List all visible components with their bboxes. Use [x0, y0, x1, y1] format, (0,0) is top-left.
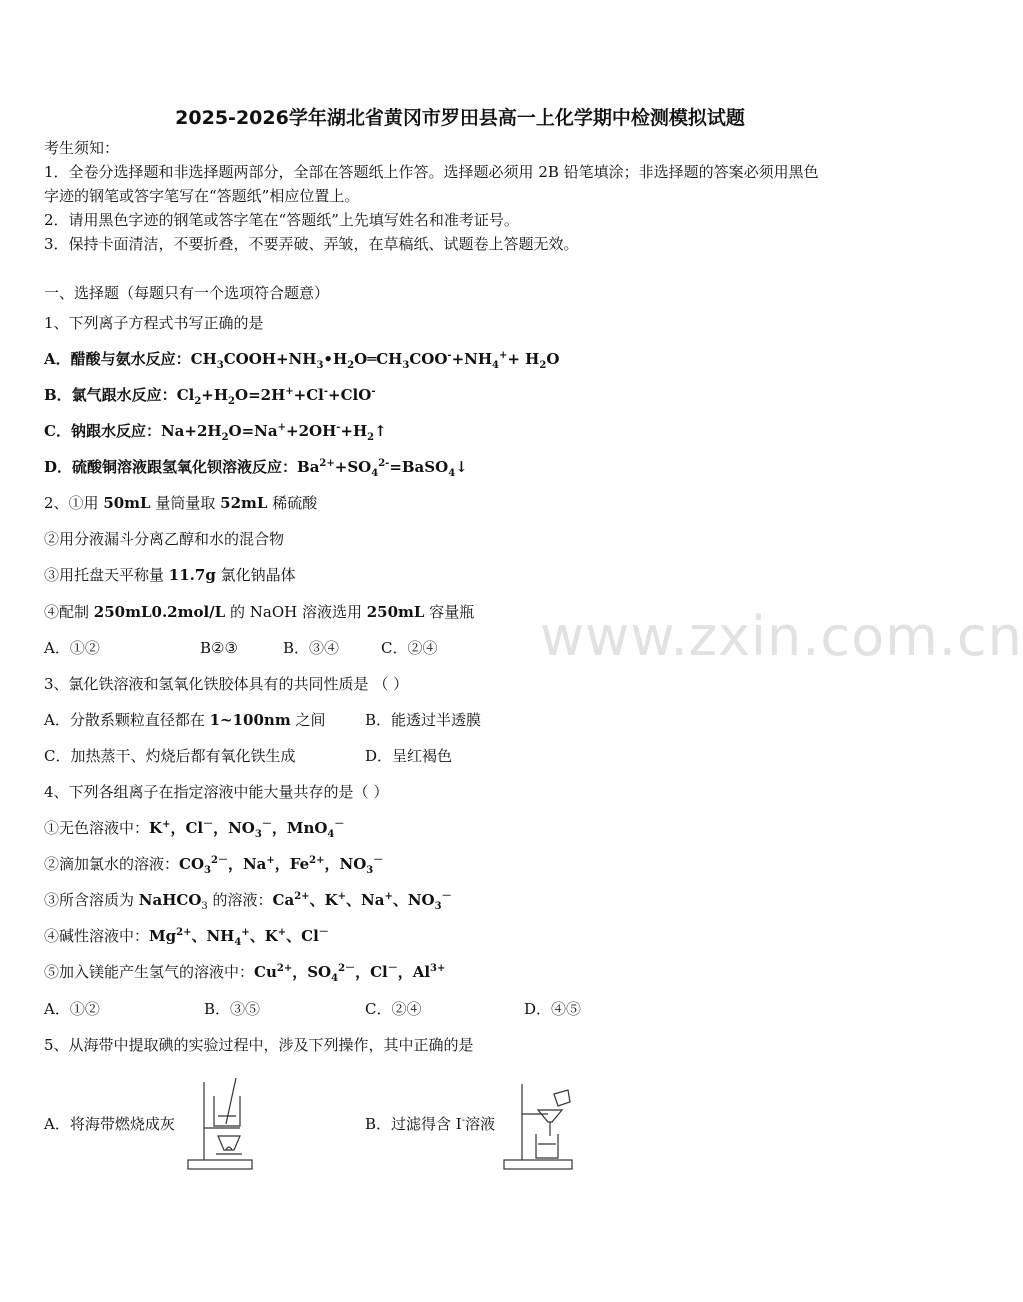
- question-5-stem: 5、从海带中提取碘的实验过程中，涉及下列操作，其中正确的是: [44, 1036, 474, 1054]
- section-heading: 一、选择题（每题只有一个选项符合题意）: [44, 284, 330, 302]
- question-2-statement-4: ④配制 250mL0.2mol/L 的 NaOH 溶液选用 250mL 容量瓶: [44, 603, 475, 621]
- question-4-item-1: ①无色溶液中：K+，Cl－，$NO_3^-$，MnO$_4$－: [44, 819, 345, 840]
- question-4-option-a[interactable]: A．①②: [44, 1000, 100, 1018]
- notice-item-1: 1．全卷分选择题和非选择题两部分，全部在答题纸上作答。选择题必须用 2B 铅笔填涂；非选择题的答案必须用黑色: [44, 163, 819, 181]
- question-4-option-d[interactable]: D．④⑤: [524, 1000, 582, 1018]
- question-3-option-d[interactable]: D．呈红褐色: [365, 747, 453, 765]
- question-3-option-c[interactable]: C．加热蒸干、灼烧后都有氧化铁生成: [44, 747, 296, 765]
- question-1-option-b[interactable]: B．氯气跟水反应：$Cl_2+H_2O=2H^++Cl^-+ClO^-$: [44, 386, 376, 407]
- question-5-option-a[interactable]: A．将海带燃烧成灰: [44, 1115, 175, 1133]
- question-2-option-b[interactable]: B②③: [200, 639, 238, 657]
- question-4-item-2: ②滴加氯水的溶液：$CO_3^{2-}$，Na+，$Fe^{2+}$，$NO_3^-$: [44, 855, 384, 876]
- question-4-option-c[interactable]: C．②④: [365, 1000, 422, 1018]
- question-2-option-d[interactable]: C．②④: [381, 639, 438, 657]
- question-3-stem: 3、氯化铁溶液和氢氧化铁胶体具有的共同性质是 （ ）: [44, 675, 409, 693]
- notice-heading: 考生须知：: [44, 139, 120, 157]
- question-1-option-c[interactable]: C．钠跟水反应：$Na+2H_2O=Na^++2OH^-+H_2↑$: [44, 422, 387, 443]
- question-2-statement-2: ②用分液漏斗分离乙醇和水的混合物: [44, 530, 285, 548]
- question-4-item-3: ③所含溶质为 NaHCO$_3$ 的溶液：$Ca^{2+}$、K+、Na+、$NO_3^-$: [44, 891, 452, 912]
- question-5-option-b[interactable]: B．过滤得含 I-溶液: [365, 1115, 496, 1133]
- question-1-option-a[interactable]: A．醋酸与氨水反应：$CH_3COOH+NH_3•H_2O═CH_3COO^-+NH_4^++ H_2O$: [44, 350, 560, 371]
- notice-item-2: 2．请用黑色字迹的钢笔或答字笔在“答题纸”上先填写姓名和准考证号。: [44, 211, 519, 229]
- burning-apparatus-figure: [186, 1076, 256, 1172]
- question-2-option-a[interactable]: A．①②: [44, 639, 100, 657]
- question-4-option-b[interactable]: B．③⑤: [204, 1000, 261, 1018]
- question-2-statement-1: 2、①用 50mL 量筒量取 52mL 稀硫酸: [44, 494, 318, 512]
- question-3-option-b[interactable]: B．能透过半透膜: [365, 711, 482, 729]
- question-4-item-4: ④碱性溶液中：$Mg^{2+}$、$NH_4^+$、K+、Cl－: [44, 927, 329, 948]
- question-2-statement-3: ③用托盘天平称量 11.7g 氯化钠晶体: [44, 566, 296, 584]
- question-4-stem: 4、下列各组离子在指定溶液中能大量共存的是（ ）: [44, 783, 389, 801]
- question-3-option-a[interactable]: A．分散系颗粒直径都在 1~100nm 之间: [44, 711, 326, 729]
- question-4-item-5: ⑤加入镁能产生氢气的溶液中：$Cu^{2+}$，$SO_4^{2-}$，Cl－，$Al^{3+}$: [44, 963, 446, 984]
- watermark: www.zxin.com.cn: [540, 605, 1023, 668]
- notice-item-1-cont: 字迹的钢笔或答字笔写在“答题纸”相应位置上。: [44, 187, 360, 205]
- question-1-option-d[interactable]: D．硫酸铜溶液跟氢氧化钡溶液反应：$Ba^{2+}+SO_4^{2-}=BaSO_4↓$: [44, 458, 468, 479]
- question-2-option-c[interactable]: B．③④: [283, 639, 340, 657]
- question-1-stem: 1、下列离子方程式书写正确的是: [44, 314, 264, 332]
- notice-item-3: 3．保持卡面清洁，不要折叠，不要弄破、弄皱，在草稿纸、试题卷上答题无效。: [44, 235, 579, 253]
- filtration-apparatus-figure: [502, 1080, 576, 1174]
- page-title: 2025-2026学年湖北省黄冈市罗田县高一上化学期中检测模拟试题: [175, 107, 745, 129]
